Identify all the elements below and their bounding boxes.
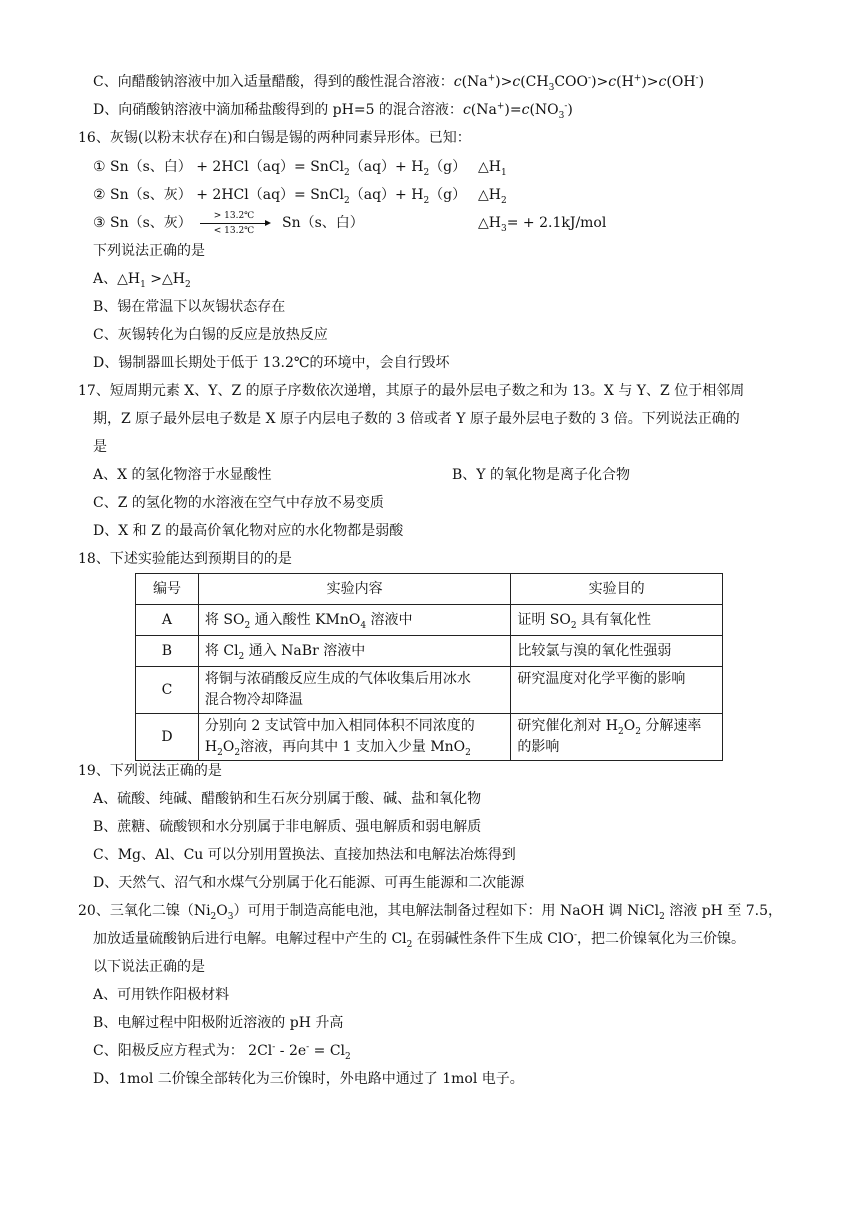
q16-dh1: $\triangle H_1$ [478,159,507,178]
arrow-condition-above: > 13.2℃ [213,211,255,221]
q17-option-d: D、X 和 Z 的最高价氧化物对应的水化物都是弱酸 [93,523,404,539]
q19-option-d: D、天然气、沼气和水煤气分别属于化石能源、可再生能源和二次能源 [93,875,525,891]
arrow-line [200,223,266,224]
q20-option-d: D、1mol 二价镍全部转化为三价镍时，外电路中通过了 1mol 电子。 [93,1071,524,1087]
row-id: B [136,636,199,667]
header-goal: 实验目的 [511,574,723,605]
table-row [136,667,723,714]
q19-option-b: B、蔗糖、硫酸钡和水分别属于非电解质、强电解质和弱电解质 [93,819,482,835]
row-goal: 研究温度对化学平衡的影响 [511,667,723,714]
table-row [136,714,723,761]
table-row [136,605,723,636]
q16-stem: 16、灰锡(以粉末状存在)和白锡是锡的两种同素异形体。已知： [78,130,471,146]
row-goal: 比较氯与溴的氧化性强弱 [511,636,723,667]
q19-option-a: A、硫酸、纯碱、醋酸钠和生石灰分别属于酸、碱、盐和氧化物 [93,791,482,807]
q16-option-a: A、$\triangle H_1$ $>\triangle H_2$ [93,271,191,290]
q16-equation-3-left: ③ Sn（s、灰） [93,215,192,231]
q17-option-c: C、Z 的氢化物的水溶液在空气中存放不易变质 [93,495,384,511]
row-goal: 证明 $SO_2$ 具有氧化性 [511,605,723,636]
q16-prompt: 下列说法正确的是 [93,243,205,259]
row-content: 将铜与浓硝酸反应生成的气体收集后用冰水 混合物冷却降温 [198,667,510,714]
row-id: C [136,667,199,714]
q19-stem: 19、下列说法正确的是 [78,763,222,779]
q20-option-a: A、可用铁作阳极材料 [93,987,230,1003]
row-id: A [136,605,199,636]
q16-equation-1: ① Sn（s、白） + 2HCl（aq）= SnCl$_2$（aq）+ $H_2(g)$ [93,159,467,178]
q16-equation-3-right: Sn（s、白） [282,215,364,231]
q16-option-b: B、锡在常温下以灰锡状态存在 [93,299,286,315]
header-id: 编号 [136,574,199,605]
q17-stem-line-3: 是 [93,439,107,455]
q20-stem-line-1: 20、三氧化二镍$(Ni_2O_3)$可用于制造高能电池，其电解法制备过程如下：用 NaOH 调 NiCl$_2$ 溶液 pH 至 7.5， [78,903,783,922]
q20-option-c: C、阳极反应方程式为： $2Cl^- - 2e^- = Cl_2$ [93,1042,351,1062]
q17-option-b: B、Y 的氧化物是离子化合物 [452,467,630,483]
q20-stem-line-2: 加放适量硫酸钠后进行电解。电解过程中产生的 $Cl_2$ 在弱碱性条件下生成 ClO-，把二价镍氧化为三价镍。 [93,930,745,950]
q16-dh2: $\triangle H_2$ [478,187,507,206]
experiment-table [135,573,723,761]
q16-equation-2: ② Sn（s、灰） + 2HCl（aq）= SnCl$_2$（aq）+ $H_2(g)$ [93,187,467,206]
q17-option-a: A、X 的氢化物溶于水显酸性 [93,467,272,483]
q15-option-c: C、向醋酸钠溶液中加入适量醋酸，得到的酸性混合溶液：$c(Na^+)>c(CH_3COO^-)>c(H^+)>c(OH^-)$ [93,73,705,93]
arrow-condition-below: < 13.2℃ [213,226,255,236]
equilibrium-arrow [198,211,270,237]
q16-option-d: D、锡制器皿长期处于低于 13.2℃的环境中，会自行毁坏 [93,355,450,371]
row-content: 将 $Cl_2$ 通入 NaBr 溶液中 [198,636,510,667]
q16-dh3: $\triangle H_3= + 2.1kJ/mol$ [478,215,607,234]
row-content: 将 $SO_2$ 通入酸性 KMnO$_4$ 溶液中 [198,605,510,636]
q19-option-c: C、Mg、Al、Cu 可以分别用置换法、直接加热法和电解法冶炼得到 [93,847,516,863]
q15-option-d: D、向硝酸钠溶液中滴加稀盐酸得到的 pH=5 的混合溶液：$c(Na^+)=c(NO_3^-)$ [93,101,573,121]
q17-stem-line-1: 17、短周期元素 X、Y、Z 的原子序数依次递增，其原子的最外层电子数之和为 13。X 与 Y、Z 位于相邻周 [78,383,745,399]
table-row [136,636,723,667]
table-header-row [136,574,723,605]
q20-option-b: B、电解过程中阳极附近溶液的 pH 升高 [93,1015,344,1031]
row-content: 分别向 2 支试管中加入相同体积不同浓度的 $H_2O_2$溶液，再向其中 1 支加入少量 MnO$_2$ [198,714,510,761]
header-content: 实验内容 [198,574,510,605]
q18-stem: 18、下述实验能达到预期目的的是 [78,551,292,567]
row-id: D [136,714,199,761]
row-goal: 研究催化剂对 $H_2O_2$ 分解速率 的影响 [511,714,723,761]
q16-option-c: C、灰锡转化为白锡的反应是放热反应 [93,327,328,343]
q17-stem-line-2: 期，Z 原子最外层电子数是 X 原子内层电子数的 3 倍或者 Y 原子最外层电子数的 3 倍。下列说法正确的 [93,411,740,427]
q20-stem-line-3: 以下说法正确的是 [93,959,205,975]
